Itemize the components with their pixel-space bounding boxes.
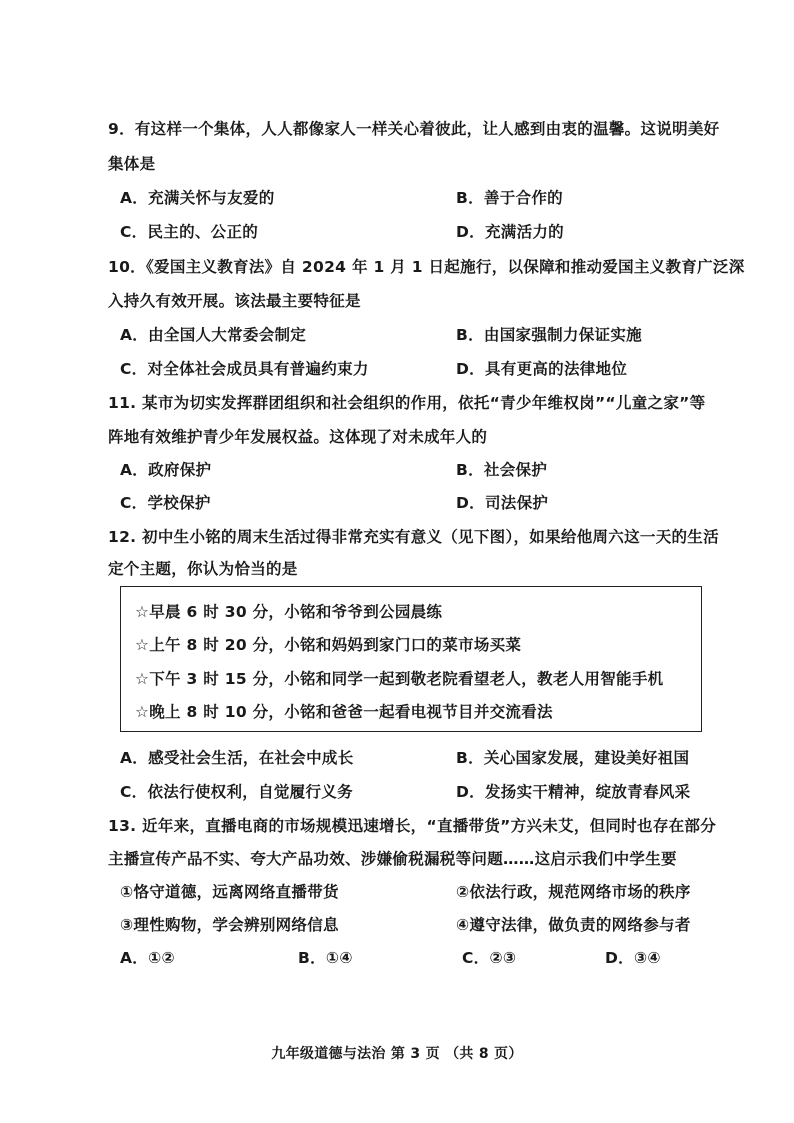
q13-stem-line-2: 主播宣传产品不实、夸大产品功效、涉嫌偷税漏税等问题……这启示我们中学生要: [108, 850, 677, 868]
q11-stem-line-2: 阵地有效维护青少年发展权益。这体现了对未成年人的: [108, 428, 488, 446]
page-footer: 九年级道德与法治 第 3 页 （共 8 页）: [271, 1046, 523, 1062]
q12-schedule-item-3: ☆下午 3 时 15 分，小铭和同学一起到敬老院看望老人，教老人用智能手机: [135, 670, 664, 688]
q10-option-d: D．具有更高的法律地位: [456, 360, 628, 378]
q11-option-b: B．社会保护: [456, 461, 548, 479]
q13-option-d: D．③④: [605, 949, 661, 967]
q12-schedule-item-2: ☆上午 8 时 20 分，小铭和妈妈到家门口的菜市场买菜: [135, 636, 522, 654]
q12-option-a: A．感受社会生活，在社会中成长: [120, 749, 354, 767]
q12-schedule-item-4: ☆晚上 8 时 10 分，小铭和爸爸一起看电视节目并交流看法: [135, 703, 553, 721]
q12-option-d: D．发扬实干精神，绽放青春风采: [456, 783, 691, 801]
q10-stem-line-2: 入持久有效开展。该法最主要特征是: [108, 292, 361, 310]
q10-option-c: C．对全体社会成员具有普遍约束力: [120, 360, 369, 378]
q12-stem-line-1: 12. 初中生小铭的周末生活过得非常充实有意义（见下图），如果给他周六这一天的生活: [108, 528, 719, 546]
q13-stem-line-1: 13. 近年来，直播电商的市场规模迅速增长，“直播带货”方兴未艾，但同时也存在部分: [108, 817, 717, 835]
q13-option-a: A．①②: [120, 949, 175, 967]
q11-option-c: C．学校保护: [120, 494, 211, 512]
q9-option-b: B．善于合作的: [456, 189, 563, 207]
q12-stem-line-2: 定个主题，你认为恰当的是: [108, 560, 298, 578]
q11-option-a: A．政府保护: [120, 461, 212, 479]
q11-option-d: D．司法保护: [456, 494, 549, 512]
q10-option-b: B．由国家强制力保证实施: [456, 326, 642, 344]
q9-stem-line-2: 集体是: [108, 155, 156, 173]
q12-schedule-box: [120, 586, 702, 732]
q9-option-a: A．充满关怀与友爱的: [120, 189, 275, 207]
q12-schedule-item-1: ☆早晨 6 时 30 分，小铭和爷爷到公园晨练: [135, 603, 443, 621]
q9-stem-line-1: 9．有这样一个集体，人人都像家人一样关心着彼此，让人感到由衷的温馨。这说明美好: [108, 120, 720, 138]
q13-option-b: B．①④: [298, 949, 353, 967]
q12-option-c: C．依法行使权利，自觉履行义务: [120, 783, 353, 801]
q13-statement-3: ③理性购物，学会辨别网络信息: [120, 916, 339, 934]
q11-stem-line-1: 11. 某市为切实发挥群团组织和社会组织的作用，依托“青少年维权岗”“儿童之家”等: [108, 394, 706, 412]
q10-stem-line-1: 10．《爱国主义教育法》自 2024 年 1 月 1 日起施行，以保障和推动爱国主义教育广泛深: [108, 258, 745, 276]
q9-option-c: C．民主的、公正的: [120, 223, 259, 241]
q9-option-d: D．充满活力的: [456, 223, 564, 241]
q13-statement-4: ④遵守法律，做负责的网络参与者: [456, 916, 691, 934]
q13-statement-2: ②依法行政，规范网络市场的秩序: [456, 883, 691, 901]
q13-statement-1: ①恪守道德，远离网络直播带货: [120, 883, 339, 901]
q12-option-b: B．关心国家发展，建设美好祖国: [456, 749, 690, 767]
q10-option-a: A．由全国人大常委会制定: [120, 326, 307, 344]
q13-option-c: C．②③: [462, 949, 517, 967]
